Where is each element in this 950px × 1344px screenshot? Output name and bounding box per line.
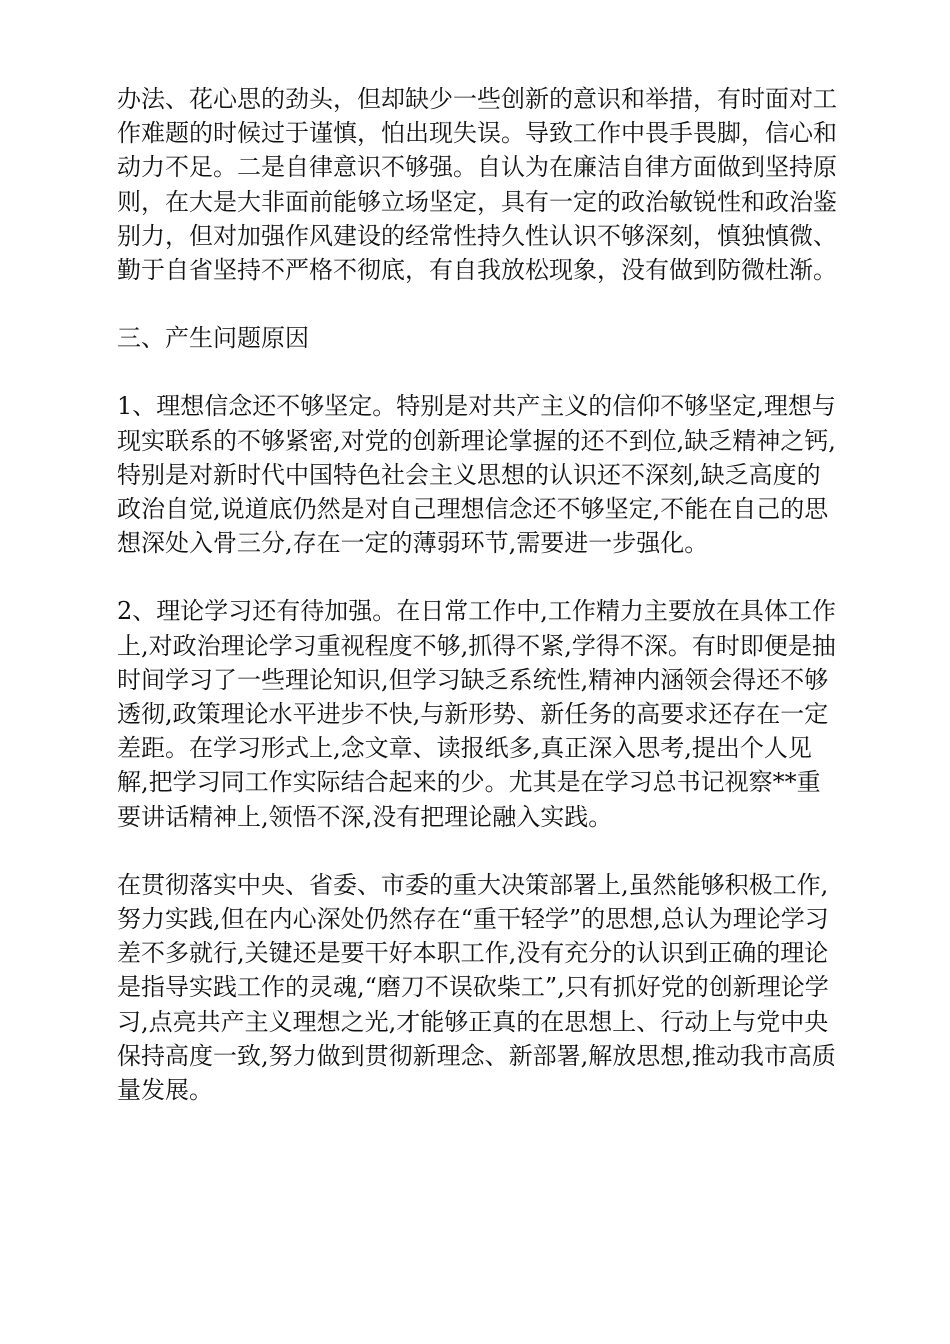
- paragraph-item-2: 2、理论学习还有待加强。在日常工作中,工作精力主要放在具体工作上,对政治理论学习重视程度不够,抓得不紧,学得不深。有时即便是抽时间学习了一些理论知识,但学习缺乏系统性,精神内涵领会得还不够透彻,政策理论水平进步不快,与新形势、新任务的高要求还存在一定差距。在学习形式上,念文章、读报纸多,真正深入思考,提出个人见解,把学习同工作实际结合起来的少。尤其是在学习总书记视察**重要讲话精神上,领悟不深,没有把理论融入实践。: [117, 597, 836, 831]
- document-page: [117, 82, 837, 1141]
- paragraph-item-1: 1、理想信念还不够坚定。特别是对共产主义的信仰不够坚定,理想与现实联系的不够紧密,对党的创新理论掌握的还不到位,缺乏精神之钙,特别是对新时代中国特色社会主义思想的认识还不深刻,缺乏高度的政治自觉,说道底仍然是对自己理想信念还不够坚定,不能在自己的思想深处入骨三分,存在一定的薄弱环节,需要进一步强化。: [117, 392, 836, 558]
- paragraph-continuation: 办法、花心思的劲头，但却缺少一些创新的意识和举措，有时面对工作难题的时候过于谨慎，怕出现失误。导致工作中畏手畏脚，信心和动力不足。二是自律意识不够强。自认为在廉洁自律方面做到坚持原则，在大是大非面前能够立场坚定，具有一定的政治敏锐性和政治鉴别力，但对加强作风建设的经常性持久性认识不够深刻，慎独慎微、勤于自省坚持不严格不彻底，有自我放松现象，没有做到防微杜渐。: [117, 85, 837, 285]
- section-heading: 三、产生问题原因: [117, 324, 309, 353]
- paragraph-conclusion: 在贯彻落实中央、省委、市委的重大决策部署上,虽然能够积极工作,努力实践,但在内心深处仍然存在“重干轻学”的思想,总认为理论学习差不多就行,关键还是要干好本职工作,没有充分的认识到正确的理论是指导实践工作的灵魂,“磨刀不误砍柴工”,只有抓好党的创新理论学习,点亮共产主义理想之光,才能够正真的在思想上、行动上与党中央保持高度一致,努力做到贯彻新理念、新部署,解放思想,推动我市高质量发展。: [117, 870, 836, 1105]
